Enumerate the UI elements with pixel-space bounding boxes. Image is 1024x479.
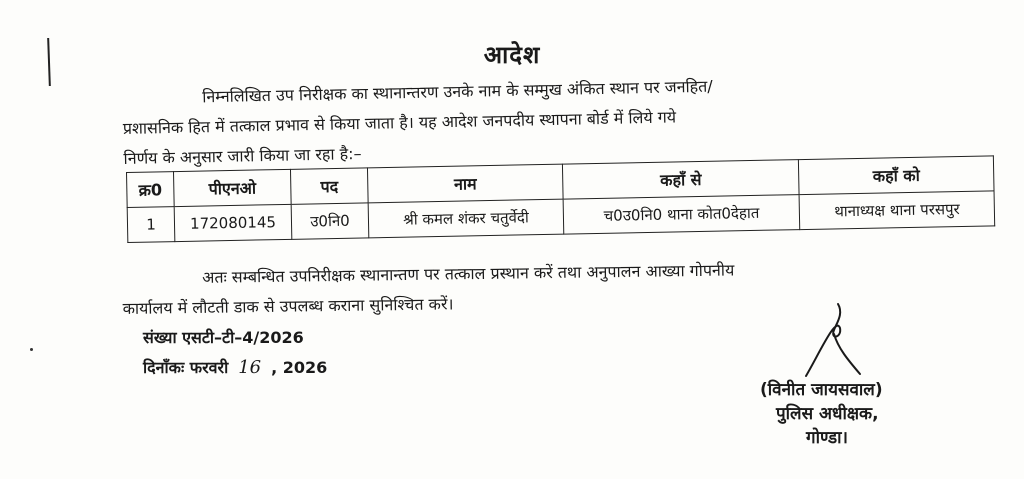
handwritten-signature — [796, 300, 866, 382]
cell-serial: 1 — [127, 207, 175, 243]
cell-from: च0उ0नि0 थाना कोत0देहात — [563, 195, 800, 235]
intro-line: निर्णय के अनुसार जारी किया जा रहा है:– — [123, 144, 362, 168]
handwritten-day: 16 — [238, 357, 262, 378]
ink-dot — [30, 348, 33, 351]
cell-pno: 172080145 — [174, 204, 292, 241]
cell-to: थानाध्यक्ष थाना परसपुर — [799, 191, 994, 230]
signatory-location: गोण्डा। — [806, 428, 848, 448]
signatory-block — [760, 378, 960, 450]
intro-paragraph — [122, 72, 714, 174]
date-line — [143, 356, 327, 378]
date-year: , 2026 — [271, 358, 328, 377]
closing-line: अतः सम्बन्धित उपनिरीक्षक स्थानान्तण पर तत्काल प्रस्थान करें तथा अनुपालन आख्या गोपनीय — [202, 260, 735, 287]
intro-line: निम्नलिखित उप निरीक्षक का स्थानान्तरण उनके नाम के सम्मुख अंकित स्थान पर जनहित/ — [202, 76, 713, 107]
closing-paragraph — [122, 255, 735, 324]
date-label: दिनाँकः फरवरी — [143, 358, 229, 377]
reference-number: संख्या एसटी–टी–4/2026 — [143, 328, 304, 347]
signatory-name: (विनीत जायसवाल) — [760, 380, 883, 400]
header-post: पद — [290, 168, 368, 204]
closing-line: कार्यालय में लौटती डाक से उपलब्ध कराना सुनिश्चित करें। — [122, 294, 454, 318]
cell-name: श्री कमल शंकर चतुर्वेदी — [368, 199, 564, 238]
header-to: कहाँ को — [799, 156, 994, 195]
intro-line: प्रशासनिक हित में तत्काल प्रभाव से किया जाता है। यह आदेश जनपदीय स्थापना बोर्ड में लिये गये — [122, 107, 677, 138]
header-serial: क्र0 — [127, 172, 175, 208]
header-from: कहाँ से — [562, 160, 799, 200]
document-title: आदेश — [483, 41, 541, 69]
cell-post: उ0नि0 — [291, 203, 369, 239]
header-pno: पीएनओ — [174, 169, 292, 206]
signatory-designation: पुलिस अधीक्षक, — [776, 404, 879, 424]
header-name: नाम — [367, 164, 563, 203]
